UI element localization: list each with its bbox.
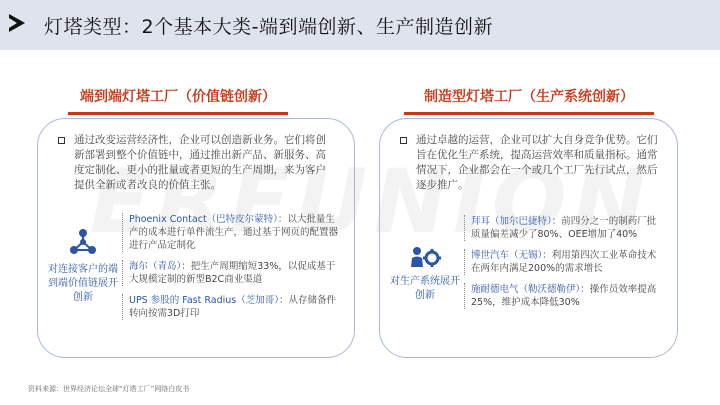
right-panel — [379, 118, 678, 358]
case-company: 博世汽车（无锡） — [471, 250, 543, 261]
network-nodes-icon — [68, 227, 98, 257]
case-item — [464, 249, 665, 275]
arrow-right-icon — [9, 14, 25, 32]
case-company: 海尔（青岛） — [129, 261, 182, 272]
gear-worker-icon — [408, 243, 442, 269]
slide-title: 灯塔类型：2个基本大类-端到端创新、生产制造创新 — [44, 16, 493, 38]
case-text: ：把生产周期缩短33%，以促成基于大规模定制的新型B2C商业渠道 — [129, 261, 336, 285]
right-title-underline — [404, 112, 654, 115]
left-column-title — [78, 86, 278, 106]
case-company: UPS 参股的 Fast Radius（芝加哥） — [129, 295, 279, 306]
right-side-block — [390, 243, 460, 303]
slide-header — [0, 0, 720, 50]
case-item — [464, 215, 665, 241]
left-side-label: 对连接客户的端到端价值链展开创新 — [48, 264, 118, 303]
right-intro — [400, 133, 659, 193]
left-panel — [37, 118, 355, 358]
left-intro-text: 通过改变运营经济性，企业可以创造新业务。它们将创新部署到整个价值链中，通过推出新产品、新服务、高度定制化、更小的批量或者更短的生产周期，来为客户提供全新或者改良的价值主张。 — [74, 134, 326, 191]
case-item — [122, 260, 342, 286]
left-side-block — [48, 227, 118, 305]
left-case-list — [122, 213, 342, 328]
left-title-underline — [68, 112, 288, 115]
case-text: ：操作员效率提高25%，维护成本降低30% — [471, 284, 657, 308]
left-intro — [58, 133, 336, 193]
case-text: ：利用第四次工业革命技术在两年内满足200%的需求增长 — [471, 250, 657, 274]
square-bullet-icon — [400, 137, 407, 144]
case-text: ：从存储备件转向按需3D打印 — [129, 295, 336, 319]
case-item — [464, 283, 665, 309]
right-side-label: 对生产系统展开创新 — [390, 276, 460, 301]
case-item — [122, 294, 342, 320]
right-column-title — [414, 86, 644, 106]
right-intro-text: 通过卓越的运营，企业可以扩大自身竞争优势。它们旨在优化生产系统，提高运营效率和质量指标。通常情况下，企业都会在一个或几个工厂先行试点，然后逐步推广。 — [416, 134, 658, 191]
right-case-list — [464, 215, 665, 317]
case-company: Phoenix Contact（巴特皮尔蒙特） — [129, 214, 278, 225]
left-column-title-text: 端到端灯塔工厂（价值链创新） — [80, 89, 276, 105]
square-bullet-icon — [58, 137, 65, 144]
case-text: ：前四分之一的制药厂批质量偏差减少了80%、OEE增加了40% — [471, 216, 657, 240]
source-footnote: 资料来源：世界经济论坛全球“灯塔工厂”网络白皮书 — [28, 385, 190, 393]
case-company: 拜耳（加尔巴捷特） — [471, 216, 552, 227]
case-item — [122, 213, 342, 252]
case-company: 施耐德电气（勒沃德勒伊） — [471, 284, 581, 295]
right-column-title-text: 制造型灯塔工厂（生产系统创新） — [424, 89, 634, 105]
case-text: ：以大批量生产的成本进行单件流生产，通过基于网页的配置器进行产品定制化 — [129, 214, 339, 251]
